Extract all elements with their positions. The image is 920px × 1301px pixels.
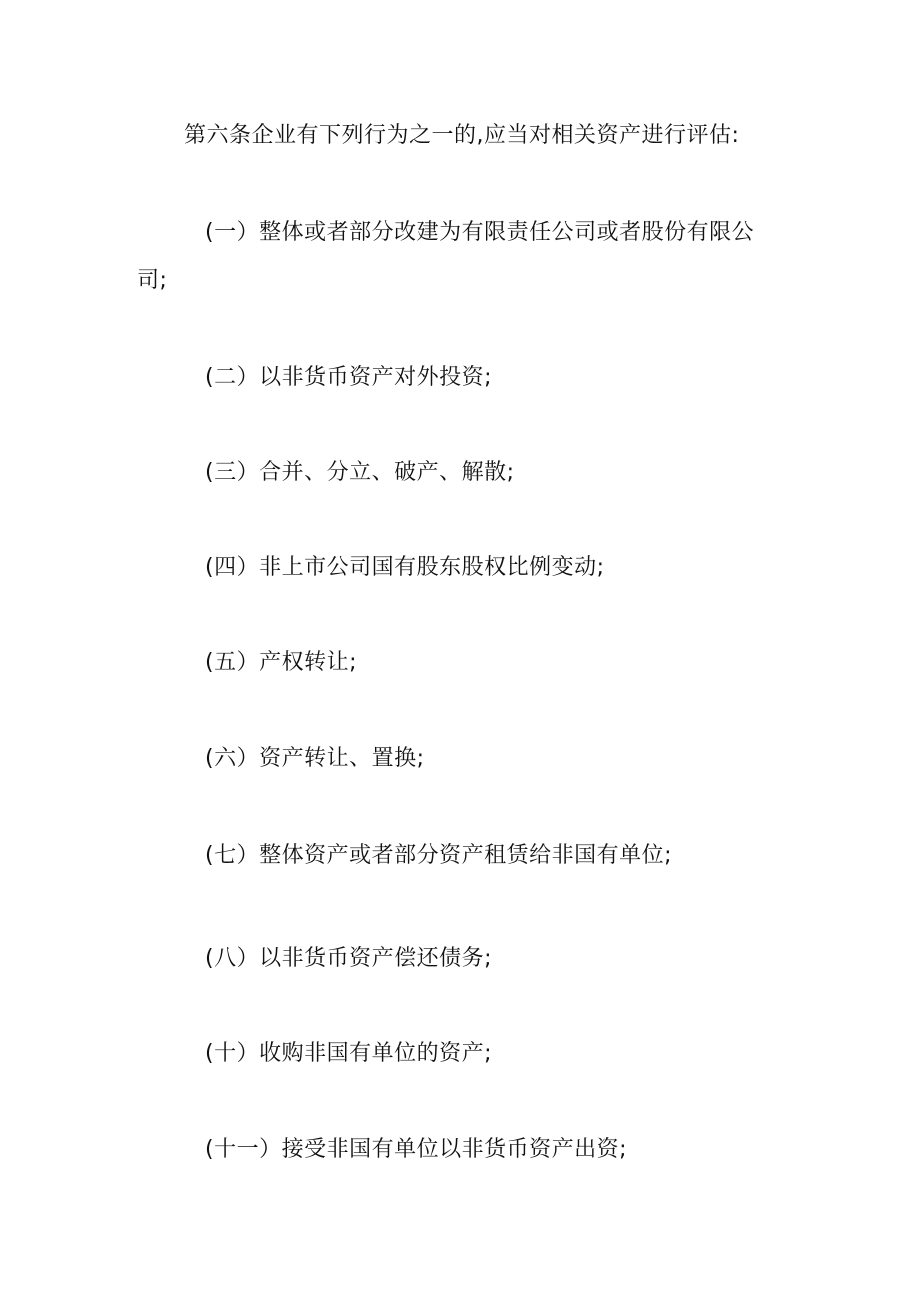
list-item-7: (七）整体资产或者部分资产租赁给非国有单位; — [205, 843, 672, 868]
list-item-1-line-1: (一）整体或者部分改建为有限责任公司或者股份有限公 — [205, 220, 755, 245]
list-item-11: (十一）接受非国有单位以非货币资产出资; — [205, 1137, 627, 1162]
list-item-1-line-2: 司; — [137, 268, 168, 293]
list-item-4: (四）非上市公司国有股东股权比例变动; — [205, 555, 605, 580]
list-item-5: (五）产权转让; — [205, 650, 357, 675]
list-item-3: (三）合并、分立、破产、解散; — [205, 460, 515, 485]
list-item-6: (六）资产转让、置换; — [205, 746, 425, 771]
article-heading: 第六条企业有下列行为之一的,应当对相关资产进行评估: — [184, 123, 740, 148]
list-item-2: (二）以非货币资产对外投资; — [205, 365, 492, 390]
list-item-8: (八）以非货币资产偿还债务; — [205, 946, 492, 971]
list-item-10: (十）收购非国有单位的资产; — [205, 1041, 492, 1066]
